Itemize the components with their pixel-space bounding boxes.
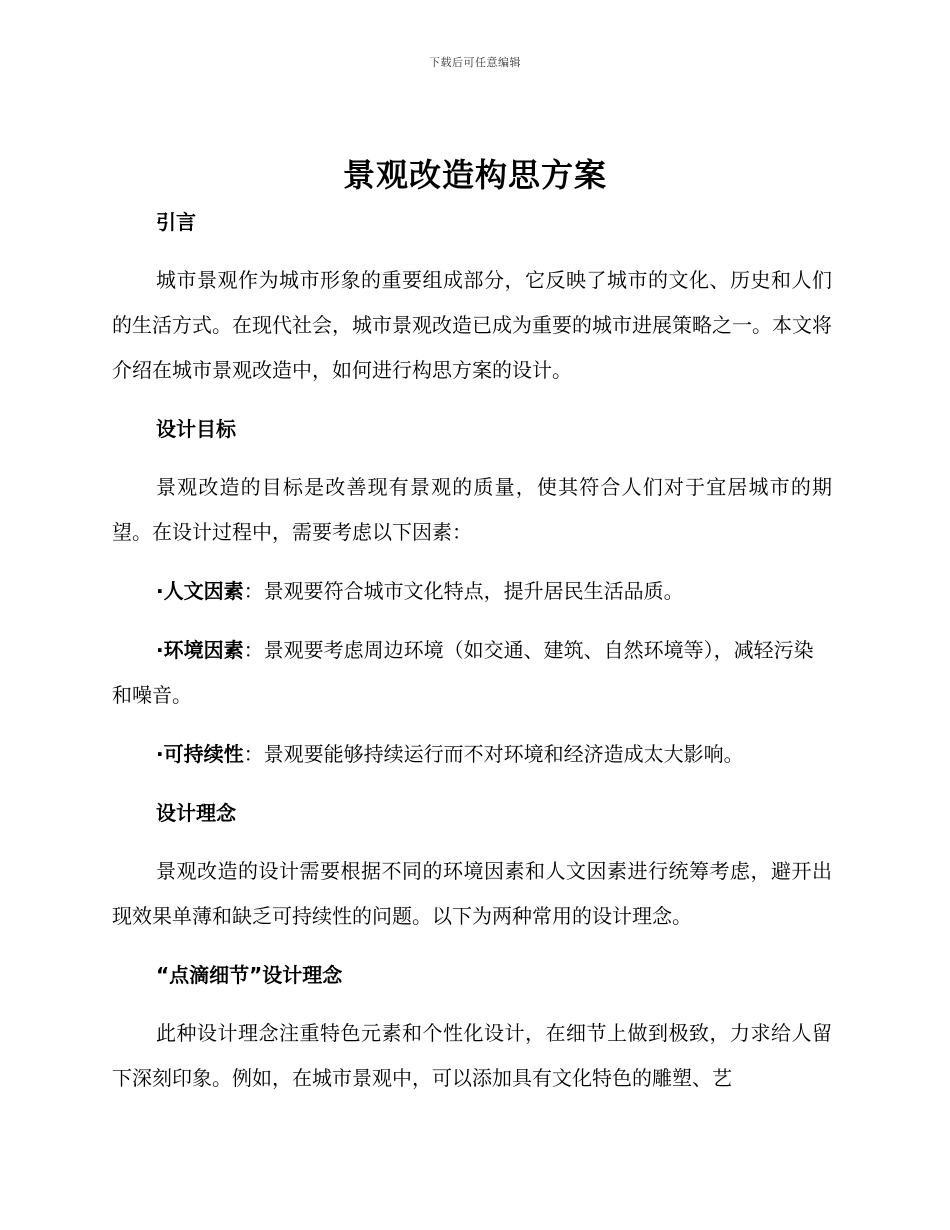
bullet-term: 可持续性: [163, 742, 244, 766]
page-header-note: 下载后可任意编辑: [429, 56, 521, 69]
bullet-mark: ·: [156, 638, 164, 662]
section-heading-detail-concept: “点滴细节”设计理念: [156, 963, 343, 987]
document-title: 景观改造构思方案: [342, 156, 607, 194]
section-heading-intro: 引言: [156, 210, 196, 234]
bullet-colon: ：: [243, 638, 264, 662]
document-body: [112, 200, 832, 1101]
list-item: [112, 628, 832, 718]
intro-paragraph: 城市景观作为城市形象的重要组成部分，它反映了城市的文化、历史和人们的生活方式。在现代社会，城市景观改造已成为重要的城市进展策略之一。本文将介绍在城市景观改造中，如何进行构思方案的设计。: [112, 268, 832, 382]
bullet-colon: ：: [243, 742, 264, 766]
bullet-term: 环境因素: [163, 638, 244, 662]
concepts-paragraph: 景观改造的设计需要根据不同的环境因素和人文因素进行统筹考虑，避开出现效果单薄和缺乏可持续性的问题。以下为两种常用的设计理念。: [112, 859, 832, 928]
section-heading-goals: 设计目标: [156, 417, 236, 441]
bullet-mark: ·: [156, 742, 164, 766]
section-heading-concepts: 设计理念: [156, 801, 236, 825]
bullet-text: 景观要符合城市文化特点，提升居民生活品质。: [263, 579, 684, 603]
bullet-text: 景观要考虑周边环境（如交通、建筑、自然环境等），减轻污染和噪音。: [112, 638, 814, 707]
bullet-colon: ：: [243, 579, 264, 603]
detail-concept-paragraph: 此种设计理念注重特色元素和个性化设计，在细节上做到极致，力求给人留下深刻印象。例如，在城市景观中，可以添加具有文化特色的雕塑、艺: [112, 1021, 832, 1090]
bullet-term: 人文因素: [163, 579, 244, 603]
bullet-text: 景观要能够持续运行而不对环境和经济造成太大影响。: [263, 742, 744, 766]
bullet-mark: ·: [156, 579, 164, 603]
list-item: [112, 732, 832, 777]
goals-paragraph: 景观改造的目标是改善现有景观的质量，使其符合人们对于宜居城市的期望。在设计过程中，需要考虑以下因素：: [112, 475, 832, 544]
list-item: [112, 569, 832, 614]
